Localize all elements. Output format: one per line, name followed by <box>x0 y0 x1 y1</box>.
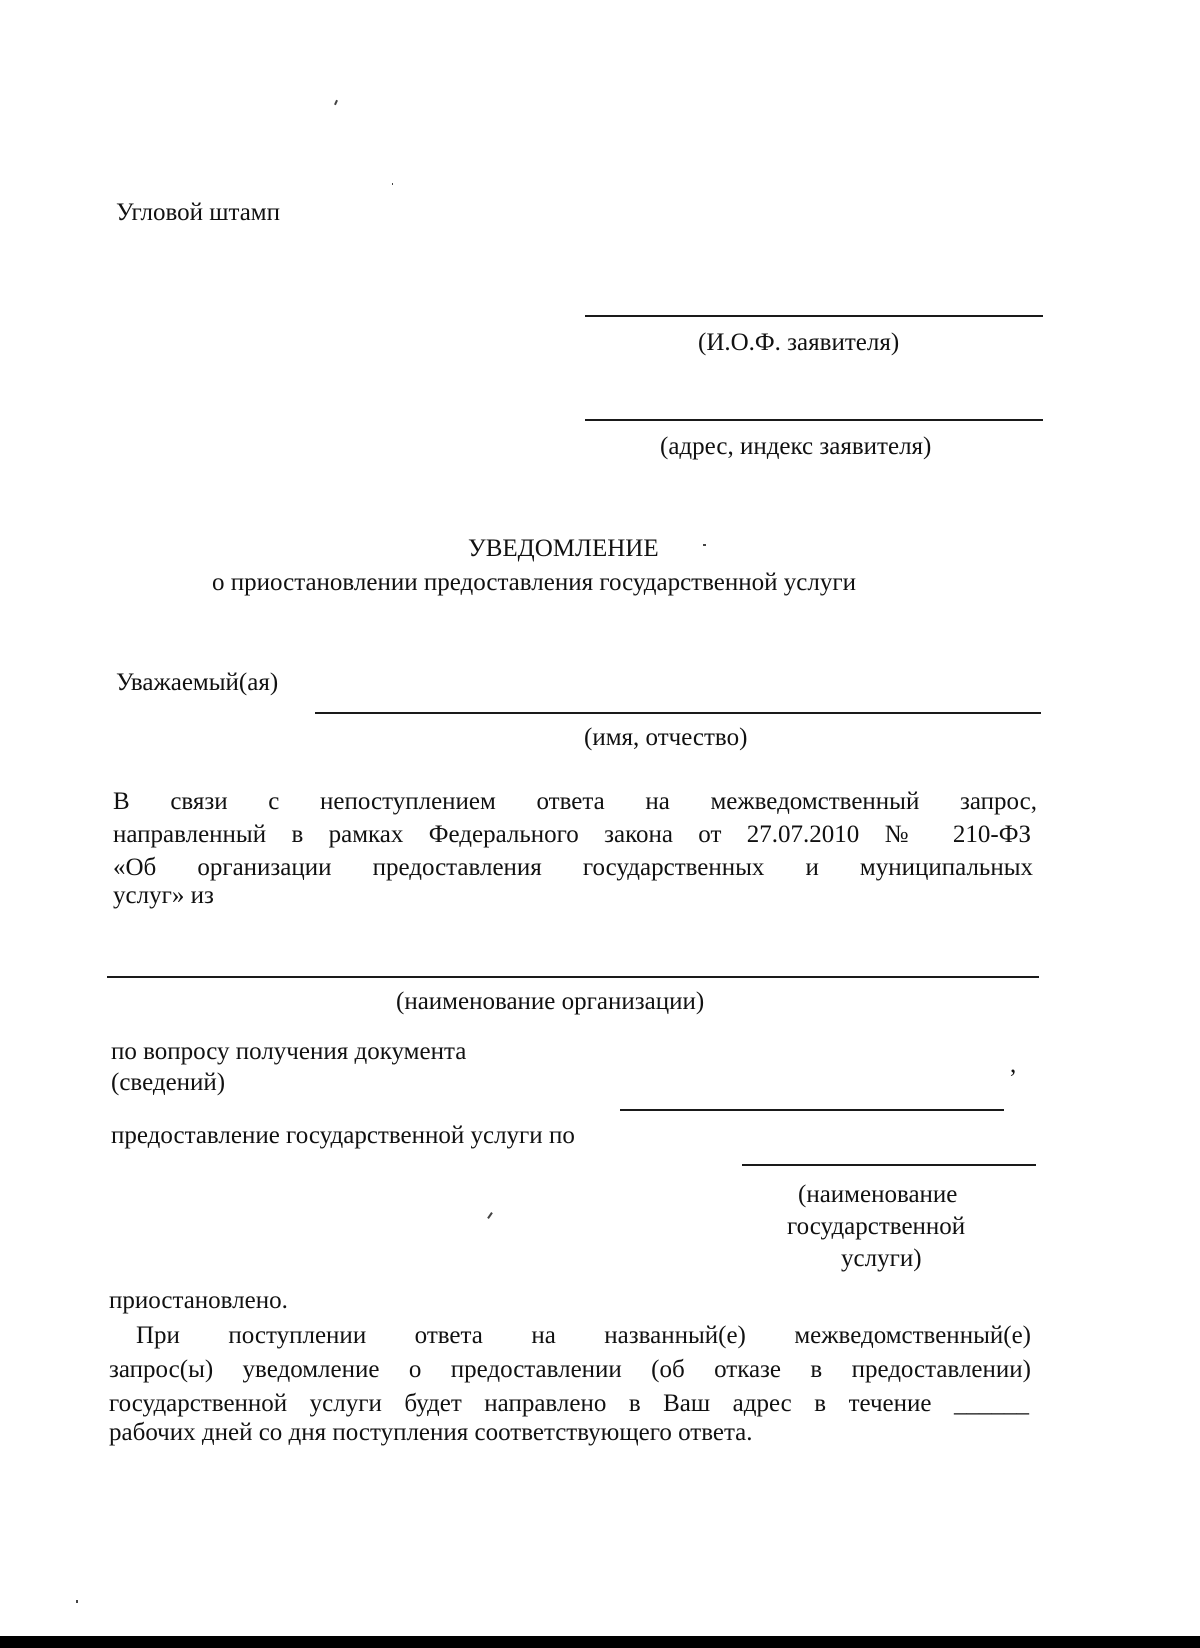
service-name-caption: (наименование <box>798 1181 958 1208</box>
comma-mark: , <box>1010 1051 1017 1078</box>
body-paragraph-line: услуг» из <box>113 882 214 909</box>
applicant-name-caption: (И.О.Ф. заявителя) <box>698 329 900 356</box>
organization-name-caption: (наименование организации) <box>396 988 705 1015</box>
service-name-line <box>742 1164 1036 1166</box>
salutation: Уважаемый(ая) <box>116 669 279 696</box>
suspended-text: приостановлено. <box>109 1287 288 1314</box>
scan-speck <box>487 1212 493 1219</box>
service-name-caption: услуги) <box>841 1245 922 1272</box>
document-request-text-cont: (сведений) <box>111 1069 226 1096</box>
scan-speck <box>334 100 338 105</box>
scan-bottom-edge <box>0 1636 1200 1648</box>
scan-speck <box>392 183 393 185</box>
body-paragraph-line: государственной услуги будет направлено в Ваш адрес в течение ______ <box>109 1390 1029 1417</box>
document-request-text: по вопросу получения документа <box>111 1038 467 1065</box>
document-name-line <box>620 1109 1004 1111</box>
service-provision-text: предоставление государственной услуги по <box>111 1122 575 1149</box>
body-paragraph-line: запрос(ы) уведомление о предоставлении (об отказе в предоставлении) <box>109 1356 1031 1383</box>
document-subtitle: о приостановлении предоставления государственной услуги <box>212 569 856 596</box>
body-paragraph-line: «Об организации предоставления государственных и муниципальных <box>113 854 1033 881</box>
applicant-name-line <box>585 315 1043 317</box>
applicant-address-caption: (адрес, индекс заявителя) <box>660 433 932 460</box>
corner-stamp-label: Угловой штамп <box>116 199 281 226</box>
document-title: УВЕДОМЛЕНИЕ <box>468 535 659 562</box>
service-name-caption: государственной <box>787 1213 966 1240</box>
body-paragraph-line: направленный в рамках Федерального закона от 27.07.2010 № 210-ФЗ <box>113 821 1031 848</box>
applicant-address-line <box>585 419 1043 421</box>
body-paragraph-line: В связи с непоступлением ответа на межведомственный запрос, <box>113 788 1037 815</box>
organization-name-line <box>107 976 1039 978</box>
addressee-name-line <box>315 712 1041 714</box>
scan-speck <box>703 544 706 546</box>
addressee-name-caption: (имя, отчество) <box>584 724 748 751</box>
scan-speck <box>76 1600 78 1603</box>
body-paragraph-line: При поступлении ответа на названный(е) межведомственный(е) <box>136 1322 1031 1349</box>
body-paragraph-line: рабочих дней со дня поступления соответствующего ответа. <box>109 1419 753 1446</box>
